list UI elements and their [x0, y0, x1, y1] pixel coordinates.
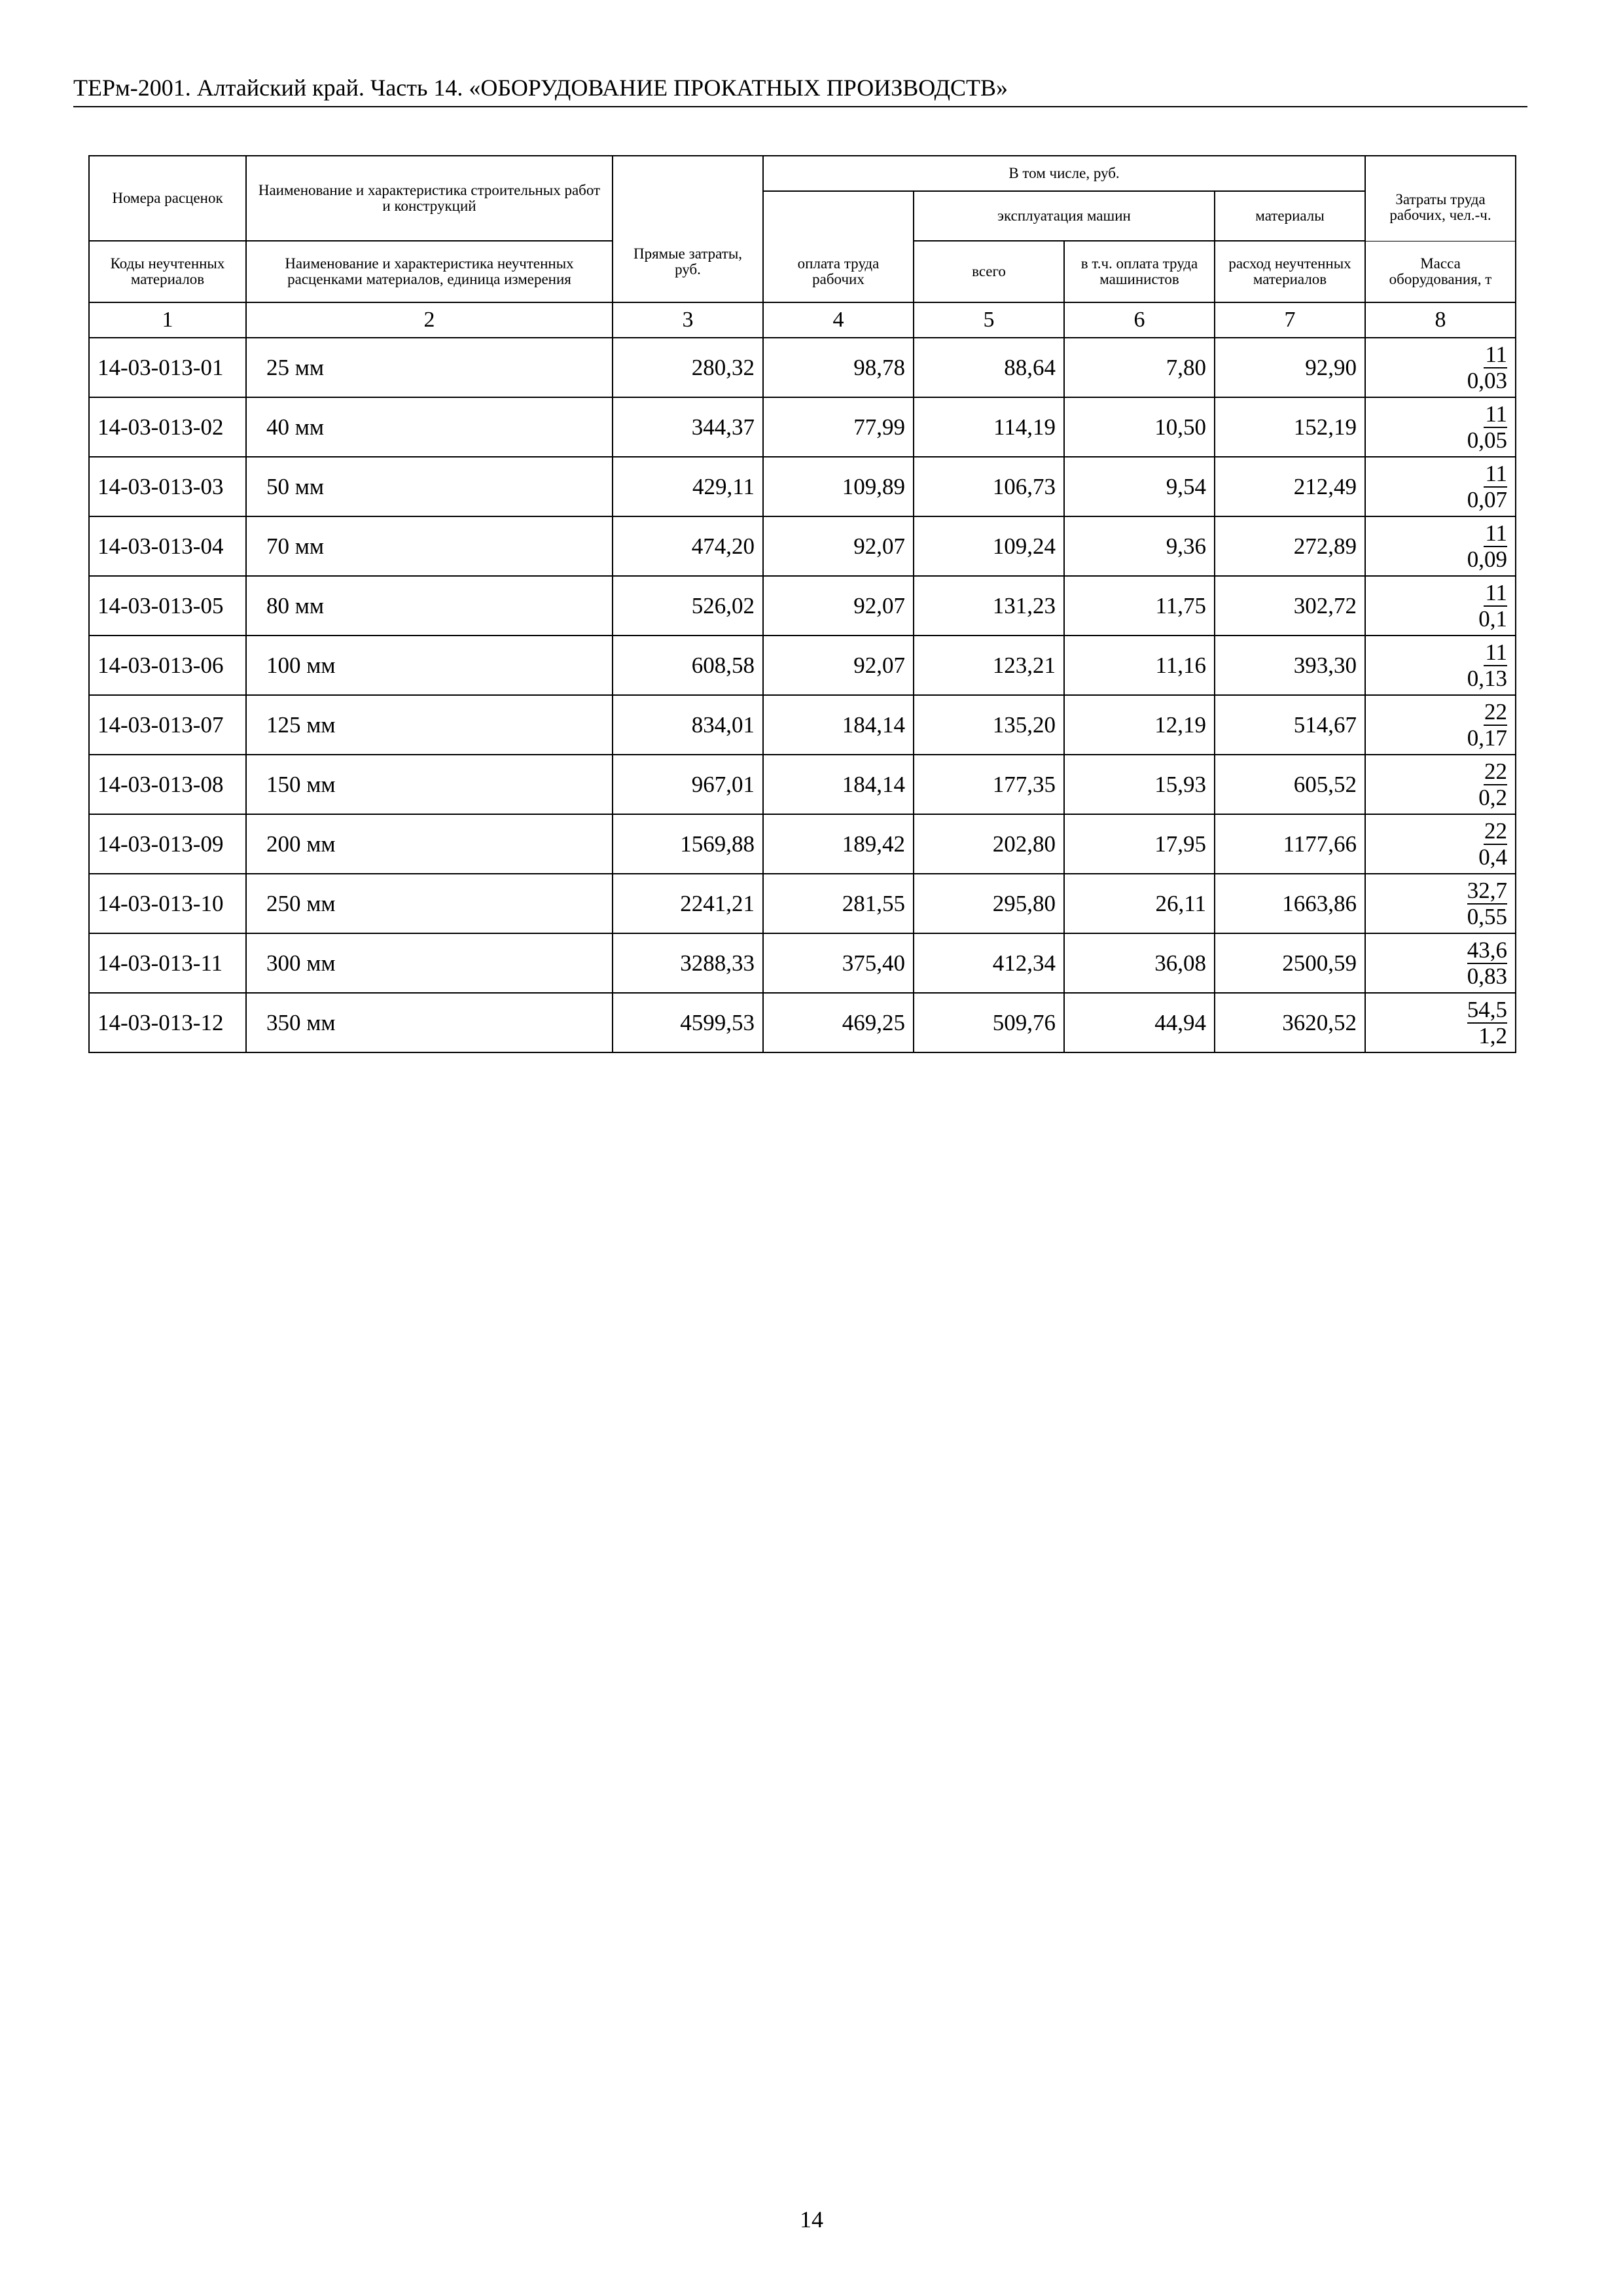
materials: 393,30 — [1215, 636, 1365, 695]
document-header — [73, 73, 1527, 107]
rate-code: 14-03-013-05 — [89, 576, 246, 636]
materials: 212,49 — [1215, 457, 1365, 516]
labor-hours-mass-fraction — [1365, 993, 1516, 1052]
direct-costs: 967,01 — [613, 755, 763, 814]
work-name: 250 мм — [246, 874, 613, 933]
table-row — [89, 993, 1516, 1052]
labor-pay: 109,89 — [763, 457, 914, 516]
labor-hours-mass-fraction — [1365, 576, 1516, 636]
machinists-pay: 7,80 — [1064, 338, 1215, 397]
labor-pay: 98,78 — [763, 338, 914, 397]
header-equipment-mass-label: Масса оборудования, т — [1389, 255, 1492, 287]
labor-hours: 11 — [1484, 461, 1507, 488]
machinists-pay: 17,95 — [1064, 814, 1215, 874]
equipment-mass: 0,09 — [1467, 546, 1508, 572]
column-number-row — [89, 302, 1516, 338]
direct-costs: 2241,21 — [613, 874, 763, 933]
machine-operation-total: 295,80 — [914, 874, 1064, 933]
work-name: 80 мм — [246, 576, 613, 636]
work-name: 150 мм — [246, 755, 613, 814]
work-name: 200 мм — [246, 814, 613, 874]
labor-hours-mass-fraction — [1365, 933, 1516, 993]
work-name: 70 мм — [246, 516, 613, 576]
materials: 272,89 — [1215, 516, 1365, 576]
direct-costs: 3288,33 — [613, 933, 763, 993]
table-row — [89, 695, 1516, 755]
equipment-mass: 0,13 — [1467, 665, 1508, 691]
rate-code: 14-03-013-09 — [89, 814, 246, 874]
machine-operation-total: 123,21 — [914, 636, 1064, 695]
header-labor-pay: оплата труда рабочих — [763, 241, 914, 302]
labor-pay: 469,25 — [763, 993, 914, 1052]
header-including: В том числе, руб. — [763, 156, 1365, 191]
materials: 3620,52 — [1215, 993, 1365, 1052]
equipment-mass: 0,1 — [1478, 605, 1508, 632]
rate-code: 14-03-013-06 — [89, 636, 246, 695]
header-direct-costs: Прямые затраты, руб. — [613, 156, 763, 302]
labor-hours-mass-fraction — [1365, 338, 1516, 397]
header-equipment-mass: Затраты труда рабочих, чел.-ч. Масса оборудования, т — [1365, 241, 1516, 302]
rate-code: 14-03-013-12 — [89, 993, 246, 1052]
header-work-name: Наименование и характеристика строительных работ и конструкций — [246, 156, 613, 241]
direct-costs: 834,01 — [613, 695, 763, 755]
labor-hours: 22 — [1484, 758, 1508, 784]
table-row — [89, 576, 1516, 636]
machine-operation-total: 202,80 — [914, 814, 1064, 874]
machinists-pay: 26,11 — [1064, 874, 1215, 933]
labor-hours-mass-fraction — [1365, 516, 1516, 576]
machine-operation-total: 135,20 — [914, 695, 1064, 755]
rate-code: 14-03-013-07 — [89, 695, 246, 755]
labor-hours-mass-fraction — [1365, 874, 1516, 933]
table-row — [89, 755, 1516, 814]
rate-code: 14-03-013-01 — [89, 338, 246, 397]
machinists-pay: 9,36 — [1064, 516, 1215, 576]
labor-pay: 92,07 — [763, 576, 914, 636]
column-number: 8 — [1365, 302, 1516, 338]
table-row — [89, 338, 1516, 397]
table-row — [89, 933, 1516, 993]
table-row — [89, 516, 1516, 576]
machinists-pay: 12,19 — [1064, 695, 1215, 755]
labor-pay: 184,14 — [763, 755, 914, 814]
labor-pay: 92,07 — [763, 636, 914, 695]
rate-code: 14-03-013-11 — [89, 933, 246, 993]
column-number: 2 — [246, 302, 613, 338]
header-unaccounted-codes: Коды неучтенных материалов — [89, 241, 246, 302]
labor-hours: 11 — [1484, 521, 1507, 547]
labor-pay: 189,42 — [763, 814, 914, 874]
equipment-mass: 0,05 — [1467, 427, 1508, 453]
machine-operation-total: 88,64 — [914, 338, 1064, 397]
labor-pay: 281,55 — [763, 874, 914, 933]
column-number: 1 — [89, 302, 246, 338]
machinists-pay: 10,50 — [1064, 397, 1215, 457]
labor-hours: 11 — [1484, 402, 1507, 428]
work-name: 100 мм — [246, 636, 613, 695]
machine-operation-total: 114,19 — [914, 397, 1064, 457]
column-number: 4 — [763, 302, 914, 338]
work-name: 50 мм — [246, 457, 613, 516]
table-row — [89, 814, 1516, 874]
header-unaccounted-names: Наименование и характеристика неучтенных расценками материалов, единица измерения — [246, 241, 613, 302]
labor-hours-mass-fraction — [1365, 814, 1516, 874]
labor-hours-mass-fraction — [1365, 755, 1516, 814]
equipment-mass: 0,2 — [1478, 784, 1508, 810]
machinists-pay: 36,08 — [1064, 933, 1215, 993]
direct-costs: 526,02 — [613, 576, 763, 636]
machinists-pay: 11,75 — [1064, 576, 1215, 636]
labor-pay: 77,99 — [763, 397, 914, 457]
equipment-mass: 0,55 — [1467, 903, 1508, 929]
equipment-mass: 0,17 — [1467, 725, 1508, 751]
rate-code: 14-03-013-02 — [89, 397, 246, 457]
header-materials: материалы — [1215, 191, 1365, 241]
rates-table — [88, 155, 1516, 1053]
direct-costs: 474,20 — [613, 516, 763, 576]
work-name: 300 мм — [246, 933, 613, 993]
labor-pay: 184,14 — [763, 695, 914, 755]
direct-costs: 608,58 — [613, 636, 763, 695]
direct-costs: 429,11 — [613, 457, 763, 516]
materials: 92,90 — [1215, 338, 1365, 397]
column-number: 5 — [914, 302, 1064, 338]
direct-costs: 280,32 — [613, 338, 763, 397]
machinists-pay: 11,16 — [1064, 636, 1215, 695]
materials: 1177,66 — [1215, 814, 1365, 874]
labor-hours-mass-fraction — [1365, 636, 1516, 695]
machine-operation-total: 177,35 — [914, 755, 1064, 814]
direct-costs: 1569,88 — [613, 814, 763, 874]
machine-operation-total: 131,23 — [914, 576, 1064, 636]
table-row — [89, 636, 1516, 695]
materials: 302,72 — [1215, 576, 1365, 636]
direct-costs: 4599,53 — [613, 993, 763, 1052]
rate-code: 14-03-013-08 — [89, 755, 246, 814]
equipment-mass: 1,2 — [1478, 1022, 1508, 1049]
labor-hours: 22 — [1484, 817, 1508, 844]
labor-hours-mass-fraction — [1365, 397, 1516, 457]
labor-hours-mass-fraction — [1365, 695, 1516, 755]
direct-costs: 344,37 — [613, 397, 763, 457]
labor-hours: 22 — [1484, 698, 1508, 725]
column-number: 7 — [1215, 302, 1365, 338]
labor-hours-mass-fraction — [1365, 457, 1516, 516]
column-number: 6 — [1064, 302, 1215, 338]
labor-hours: 11 — [1484, 640, 1507, 666]
machine-operation-total: 509,76 — [914, 993, 1064, 1052]
rate-code: 14-03-013-04 — [89, 516, 246, 576]
page-number: 14 — [800, 2206, 823, 2233]
machine-operation-total: 109,24 — [914, 516, 1064, 576]
machine-operation-total: 412,34 — [914, 933, 1064, 993]
column-number: 3 — [613, 302, 763, 338]
machine-operation-total: 106,73 — [914, 457, 1064, 516]
work-name: 25 мм — [246, 338, 613, 397]
labor-hours: 54,5 — [1467, 996, 1508, 1022]
machinists-pay: 15,93 — [1064, 755, 1215, 814]
work-name: 125 мм — [246, 695, 613, 755]
document-title: ТЕРм-2001. Алтайский край. Часть 14. «ОБОРУДОВАНИЕ ПРОКАТНЫХ ПРОИЗВОДСТВ» — [73, 75, 1008, 101]
labor-pay: 375,40 — [763, 933, 914, 993]
rate-code: 14-03-013-03 — [89, 457, 246, 516]
materials: 514,67 — [1215, 695, 1365, 755]
rate-code: 14-03-013-10 — [89, 874, 246, 933]
work-name: 350 мм — [246, 993, 613, 1052]
header-incl-machinists: в т.ч. оплата труда машинистов — [1064, 241, 1215, 302]
header-labor-pay-spacer — [763, 191, 914, 241]
labor-pay: 92,07 — [763, 516, 914, 576]
materials: 152,19 — [1215, 397, 1365, 457]
labor-hours: 43,6 — [1467, 937, 1508, 963]
equipment-mass: 0,4 — [1478, 844, 1508, 870]
machinists-pay: 9,54 — [1064, 457, 1215, 516]
materials: 605,52 — [1215, 755, 1365, 814]
table-row — [89, 874, 1516, 933]
equipment-mass: 0,83 — [1467, 963, 1508, 989]
work-name: 40 мм — [246, 397, 613, 457]
labor-hours: 11 — [1484, 581, 1507, 607]
labor-hours: 11 — [1484, 342, 1507, 368]
header-rate-numbers: Номера расценок — [89, 156, 246, 241]
labor-hours: 32,7 — [1467, 877, 1508, 903]
header-unaccounted-consumption: расход неучтенных материалов — [1215, 241, 1365, 302]
header-total: всего — [914, 241, 1064, 302]
table-row — [89, 457, 1516, 516]
equipment-mass: 0,07 — [1467, 486, 1508, 512]
machinists-pay: 44,94 — [1064, 993, 1215, 1052]
materials: 1663,86 — [1215, 874, 1365, 933]
equipment-mass: 0,03 — [1467, 367, 1508, 393]
header-machine-operation: эксплуатация машин — [914, 191, 1215, 241]
table-row — [89, 397, 1516, 457]
materials: 2500,59 — [1215, 933, 1365, 993]
